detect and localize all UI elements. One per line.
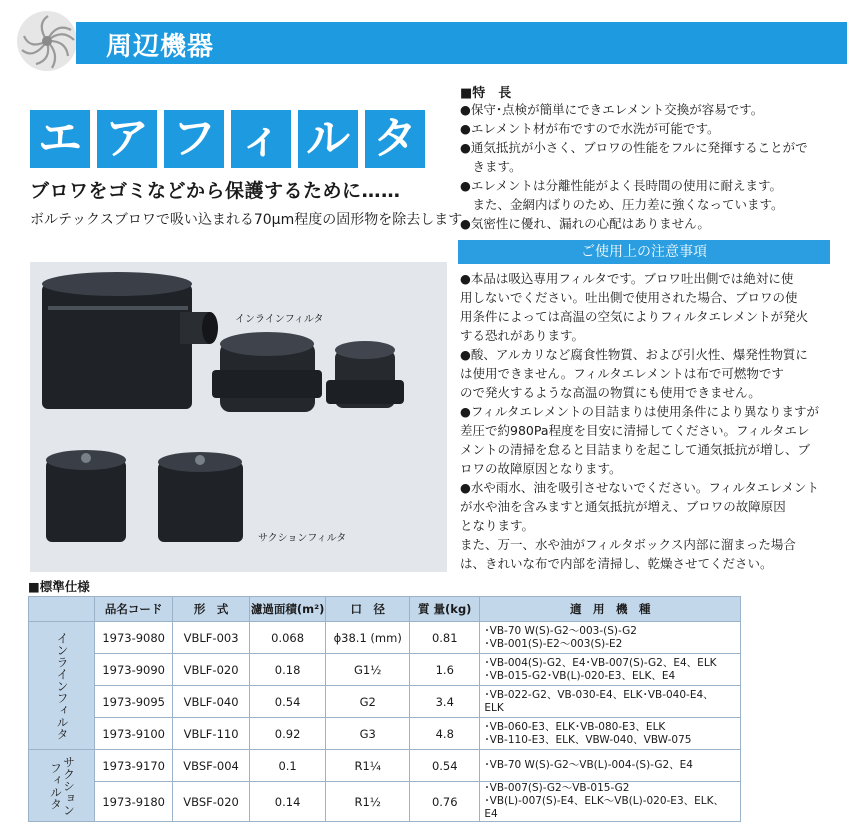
caution-line: 用条件によっては高温の空気によりフィルタエレメントが発火 [460,309,809,324]
feature-line: きます。 [460,159,522,174]
subheading: ブロワをゴミなどから保護するために…… [30,180,401,202]
fan-logo-icon [16,10,78,72]
cell-port: ϕ38.1 (mm) [326,622,410,654]
group-inline: インラインフィルタ [29,622,95,750]
cell-port: R1¼ [326,750,410,782]
cell-area: 0.068 [249,622,325,654]
group-suction: サクションフィルタ [29,750,95,822]
cell-code: 1973-9080 [95,622,173,654]
caution-line: メントの清掃を怠ると目詰まりを起こして通気抵抗が増し、ブ [460,442,811,457]
caution-line: が水や油を含みますと通気抵抗が増え、ブロワの故障原因 [460,499,786,514]
label-suction-filter: サクションフィルタ [258,533,347,544]
app-line: ･VB-015-G2･VB(L)-020-E3、ELK、E4 [484,669,676,682]
cell-area: 0.54 [249,686,325,718]
header-port: 口 径 [326,597,410,622]
cell-application [480,718,741,750]
cell-code: 1973-9095 [95,686,173,718]
caution-line: 用しないでください。吐出側で使用された場合、ブロワの使 [460,290,798,305]
cell-area: 0.1 [249,750,325,782]
cell-mass: 1.6 [410,654,480,686]
app-line: ･VB-70 W(S)-G2～003-(S)-G2 [484,624,637,637]
table-row [29,718,741,750]
app-line: ･VB-060-E3、ELK･VB-080-E3、ELK [484,720,666,733]
header-band [76,22,847,64]
cell-model: VBSF-004 [173,750,250,782]
title-char-6: タ [365,110,425,168]
cell-model: VBLF-040 [173,686,250,718]
feature-line: ●エレメントは分離性能がよく長時間の使用に耐えます。 [460,178,783,193]
cell-area: 0.14 [249,782,325,822]
title-char-2: ア [97,110,157,168]
caution-line: また、万一、水や油がフィルタボックス内部に溜まった場合 [460,537,796,552]
cell-code: 1973-9090 [95,654,173,686]
cell-area: 0.18 [249,654,325,686]
table-header-row [29,597,741,622]
cell-mass: 0.81 [410,622,480,654]
cell-mass: 4.8 [410,718,480,750]
title-char-1: エ [30,110,90,168]
page-title: 周辺機器 [106,32,215,62]
caution-line: ●フィルタエレメントの目詰まりは使用条件により異なりますが [460,404,820,419]
table-row [29,654,741,686]
app-line: ･VB-004(S)-G2、E4･VB-007(S)-G2、E4、ELK [484,656,717,669]
title-char-3: フ [164,110,224,168]
header-blank [29,597,95,622]
title-char-4: ィ [231,110,291,168]
features-heading: ■特 長 [460,86,512,101]
cell-application [480,782,741,822]
cell-code: 1973-9180 [95,782,173,822]
cell-model: VBLF-020 [173,654,250,686]
caution-line: ので発火するような高温の物質にも使用できません。 [460,385,761,400]
app-line: ･VB(L)-007(S)-E4、ELK～VB(L)-020-E3、ELK、E4 [484,795,724,820]
cell-port: R1½ [326,782,410,822]
table-row [29,686,741,718]
title-char-5: ル [298,110,358,168]
caution-line: ロワの故障原因となります。 [460,461,622,476]
cell-application [480,622,741,654]
caution-line: は、きれいな布で内部を清掃し、乾燥させてください。 [460,556,773,571]
header-area: 濾過面積(m²) [249,597,325,622]
caution-line: 差圧で約980Pa程度を目安に清掃してください。フィルタエレ [460,423,810,438]
table-row [29,782,741,822]
table-row [29,750,741,782]
header-mass: 質 量(kg) [410,597,480,622]
caution-heading: ご使用上の注意事項 [458,240,830,264]
app-line: ELK [484,701,504,714]
app-line: ･VB-007(S)-G2～VB-015-G2 [484,782,630,794]
cell-application [480,750,741,782]
cell-mass: 0.76 [410,782,480,822]
cell-application [480,654,741,686]
caution-line: ●水や雨水、油を吸引させないでください。フィルタエレメント [460,480,820,495]
header-model: 形 式 [173,597,250,622]
filters-illustration [30,262,447,572]
cell-model: VBSF-020 [173,782,250,822]
caution-line: ●酸、アルカリなど腐食性物質、および引火性、爆発性物質に [460,347,808,362]
table-row [29,622,741,654]
header-application: 適 用 機 種 [480,597,741,622]
app-line: ･VB-70 W(S)-G2～VB(L)-004-(S)-G2、E4 [484,759,693,771]
product-photo [30,262,447,572]
cell-port: G2 [326,686,410,718]
app-line: ･VB-110-E3、ELK、VBW-040、VBW-075 [484,733,692,746]
spec-table [28,596,741,822]
spec-heading: ■標準仕様 [28,579,90,594]
feature-line: ●気密性に優れ、漏れの心配はありません。 [460,216,710,231]
cell-port: G3 [326,718,410,750]
feature-line: また、金網内ばりのため、圧力差に強くなっています。 [460,197,784,212]
description: ボルテックスブロワで吸い込まれる70μm程度の固形物を除去します。 [30,212,476,228]
app-line: ･VB-022-G2、VB-030-E4、ELK･VB-040-E4、 [484,688,714,701]
cell-port: G1½ [326,654,410,686]
app-line: ･VB-001(S)-E2～003(S)-E2 [484,637,623,650]
feature-line: ●エレメント材が布ですので水洗が可能です。 [460,121,720,136]
caution-line: は使用できません。フィルタエレメントは布で可燃物です [460,366,784,381]
cell-code: 1973-9170 [95,750,173,782]
cell-mass: 0.54 [410,750,480,782]
header-code: 品名コード [95,597,173,622]
feature-line: ●通気抵抗が小さく、ブロワの性能をフルに発揮することがで [460,140,808,155]
cell-application [480,686,741,718]
caution-line: となります。 [460,518,535,533]
caution-line: する恐れがあります。 [460,328,585,343]
caution-line: ●本品は吸込専用フィルタです。ブロワ吐出側では絶対に使 [460,271,794,286]
label-inline-filter: インラインフィルタ [235,314,324,325]
cell-mass: 3.4 [410,686,480,718]
cell-code: 1973-9100 [95,718,173,750]
cell-area: 0.92 [249,718,325,750]
cell-model: VBLF-003 [173,622,250,654]
cell-model: VBLF-110 [173,718,250,750]
feature-line: ●保守･点検が簡単にできエレメント交換が容易です。 [460,102,764,117]
